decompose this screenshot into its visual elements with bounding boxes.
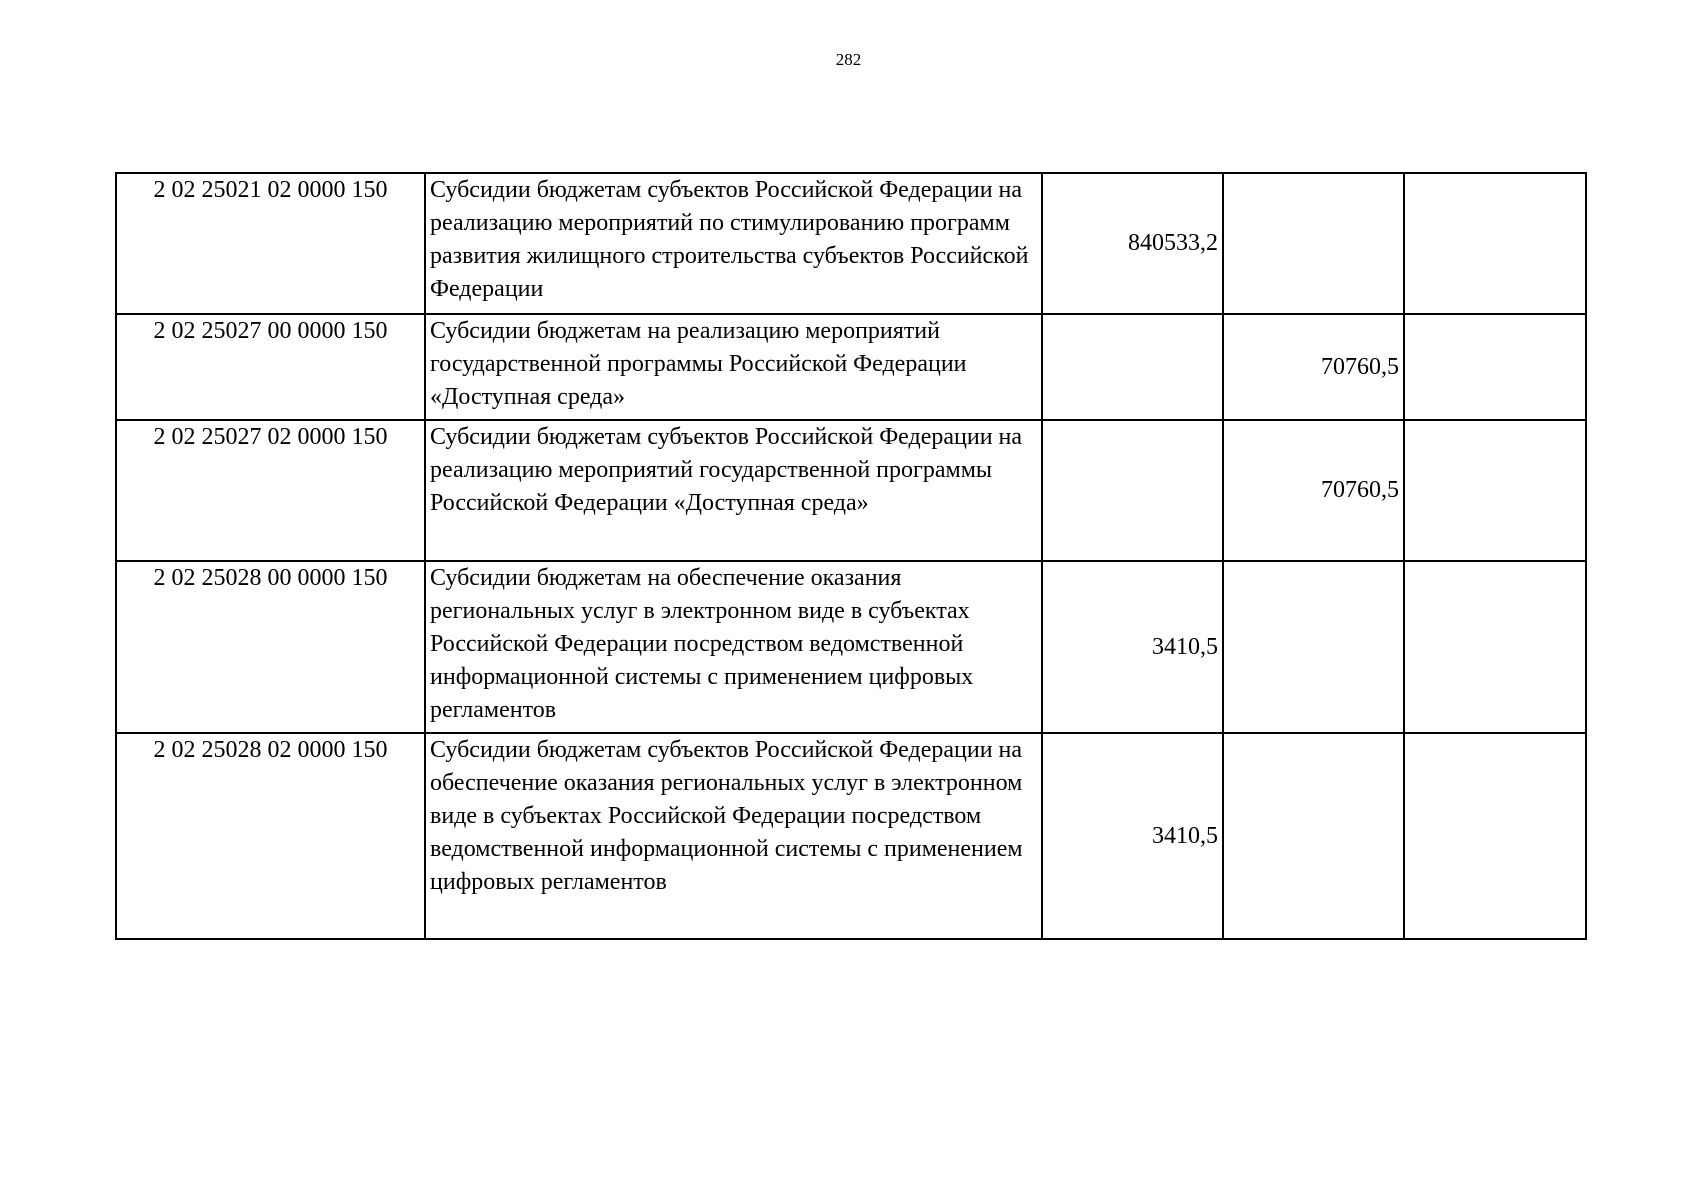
budget-code-cell: 2 02 25028 00 0000 150 [116, 561, 425, 733]
amount-cell-3 [1404, 561, 1586, 733]
amount-cell-1 [1042, 314, 1223, 420]
budget-code-cell: 2 02 25027 00 0000 150 [116, 314, 425, 420]
description-cell: Субсидии бюджетам на обеспечение оказания региональных услуг в электронном виде в субъектах Российской Федерации посредством ведомственной информационной системы с применением цифровых регламентов [425, 561, 1042, 733]
amount-cell-2 [1223, 173, 1404, 314]
table-row [116, 733, 1586, 939]
description-cell: Субсидии бюджетам субъектов Российской Федерации на обеспечение оказания региональных услуг в электронном виде в субъектах Российской Федерации посредством ведомственной информационной системы с применением цифровых регламентов [425, 733, 1042, 939]
budget-code-cell: 2 02 25027 02 0000 150 [116, 420, 425, 561]
table-row [116, 420, 1586, 561]
amount-cell-3 [1404, 314, 1586, 420]
description-cell: Субсидии бюджетам на реализацию мероприятий государственной программы Российской Федерации «Доступная среда» [425, 314, 1042, 420]
amount-cell-1: 840533,2 [1042, 173, 1223, 314]
amount-cell-2 [1223, 561, 1404, 733]
amount-cell-2: 70760,5 [1223, 420, 1404, 561]
description-cell: Субсидии бюджетам субъектов Российской Федерации на реализацию мероприятий по стимулированию программ развития жилищного строительства субъектов Российской Федерации [425, 173, 1042, 314]
amount-cell-1 [1042, 420, 1223, 561]
budget-code-cell: 2 02 25028 02 0000 150 [116, 733, 425, 939]
budget-code-cell: 2 02 25021 02 0000 150 [116, 173, 425, 314]
table-row [116, 173, 1586, 314]
amount-cell-1: 3410,5 [1042, 733, 1223, 939]
amount-cell-3 [1404, 420, 1586, 561]
table-row [116, 561, 1586, 733]
amount-cell-2: 70760,5 [1223, 314, 1404, 420]
amount-cell-1: 3410,5 [1042, 561, 1223, 733]
budget-table [115, 172, 1587, 940]
page-number: 282 [835, 50, 862, 69]
description-cell: Субсидии бюджетам субъектов Российской Федерации на реализацию мероприятий государственной программы Российской Федерации «Доступная среда» [425, 420, 1042, 561]
table-row [116, 314, 1586, 420]
amount-cell-2 [1223, 733, 1404, 939]
amount-cell-3 [1404, 733, 1586, 939]
amount-cell-3 [1404, 173, 1586, 314]
